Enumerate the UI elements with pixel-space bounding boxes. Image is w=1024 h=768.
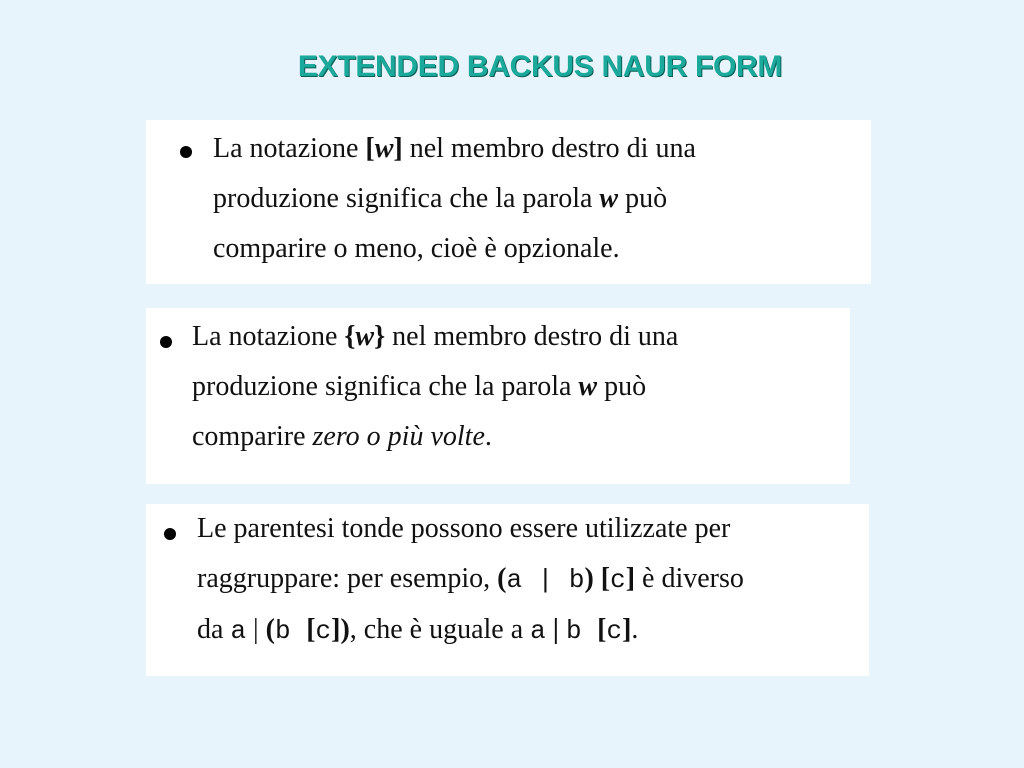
code: a bbox=[230, 616, 247, 646]
code: a bbox=[530, 616, 546, 646]
text-line: Le parentesi tonde possono essere utilizzate per bbox=[197, 513, 731, 544]
grouping-notation-text bbox=[197, 504, 744, 656]
repetition-notation-text bbox=[192, 312, 678, 462]
text-line bbox=[192, 412, 678, 462]
text-line bbox=[197, 554, 744, 605]
emphasis: zero o più volte bbox=[312, 421, 485, 452]
bullet-icon bbox=[180, 146, 192, 158]
text-span: La notazione bbox=[192, 321, 345, 352]
variable: w bbox=[355, 321, 375, 352]
text-line: comparire o meno, cioè è opzionale. bbox=[213, 233, 620, 264]
code: c bbox=[610, 565, 626, 595]
page-title: EXTENDED BACKUS NAUR FORM bbox=[297, 50, 783, 83]
text-span: La notazione bbox=[213, 133, 366, 164]
text-span: | bbox=[545, 614, 566, 645]
code: c bbox=[315, 616, 332, 646]
variable: w bbox=[578, 371, 598, 402]
brace: { bbox=[344, 321, 356, 352]
brace: } bbox=[374, 321, 386, 352]
text-span: raggruppare: per esempio, bbox=[197, 563, 498, 594]
variable: w bbox=[374, 133, 394, 164]
text-span: nel membro destro di una bbox=[402, 133, 696, 164]
bracket: ] bbox=[625, 563, 636, 594]
repetition-notation-box bbox=[146, 308, 850, 484]
text-span: . bbox=[631, 614, 639, 645]
bracket: [ bbox=[306, 614, 316, 645]
text-span: | bbox=[246, 614, 266, 645]
text-span: produzione significa che la parola bbox=[213, 183, 600, 214]
text-span: comparire bbox=[192, 421, 313, 452]
bracket: ] bbox=[331, 614, 341, 645]
paren: ( bbox=[265, 614, 275, 645]
text-span: da bbox=[197, 614, 231, 645]
paren: ) bbox=[584, 563, 594, 594]
text-line bbox=[213, 124, 696, 174]
code: c bbox=[606, 616, 623, 646]
optional-notation-text bbox=[213, 124, 696, 274]
bracket: [ bbox=[365, 133, 375, 164]
text-span bbox=[594, 563, 601, 594]
bracket: ] bbox=[622, 614, 632, 645]
text-span: . bbox=[484, 421, 492, 452]
grouping-notation-box bbox=[146, 504, 869, 676]
text-span: produzione significa che la parola bbox=[192, 371, 579, 402]
code: a | b bbox=[506, 565, 585, 595]
text-span: può bbox=[597, 371, 647, 402]
paren: ( bbox=[497, 563, 507, 594]
text-line bbox=[213, 174, 696, 224]
code: b bbox=[565, 616, 598, 646]
text-span: può bbox=[618, 183, 668, 214]
bullet-icon bbox=[160, 336, 172, 348]
text-span: nel membro destro di una bbox=[385, 321, 679, 352]
variable: w bbox=[599, 183, 619, 214]
text-line bbox=[192, 362, 678, 412]
paren: ) bbox=[340, 614, 350, 645]
optional-notation-box bbox=[146, 120, 871, 284]
text-span: è diverso bbox=[635, 563, 744, 594]
bullet-icon bbox=[164, 528, 176, 540]
text-line bbox=[197, 605, 744, 656]
bracket: [ bbox=[600, 563, 611, 594]
bracket: [ bbox=[597, 614, 607, 645]
code: b bbox=[274, 616, 307, 646]
text-span: , che è uguale a bbox=[349, 614, 531, 645]
text-line bbox=[192, 312, 678, 362]
bracket: ] bbox=[393, 133, 403, 164]
